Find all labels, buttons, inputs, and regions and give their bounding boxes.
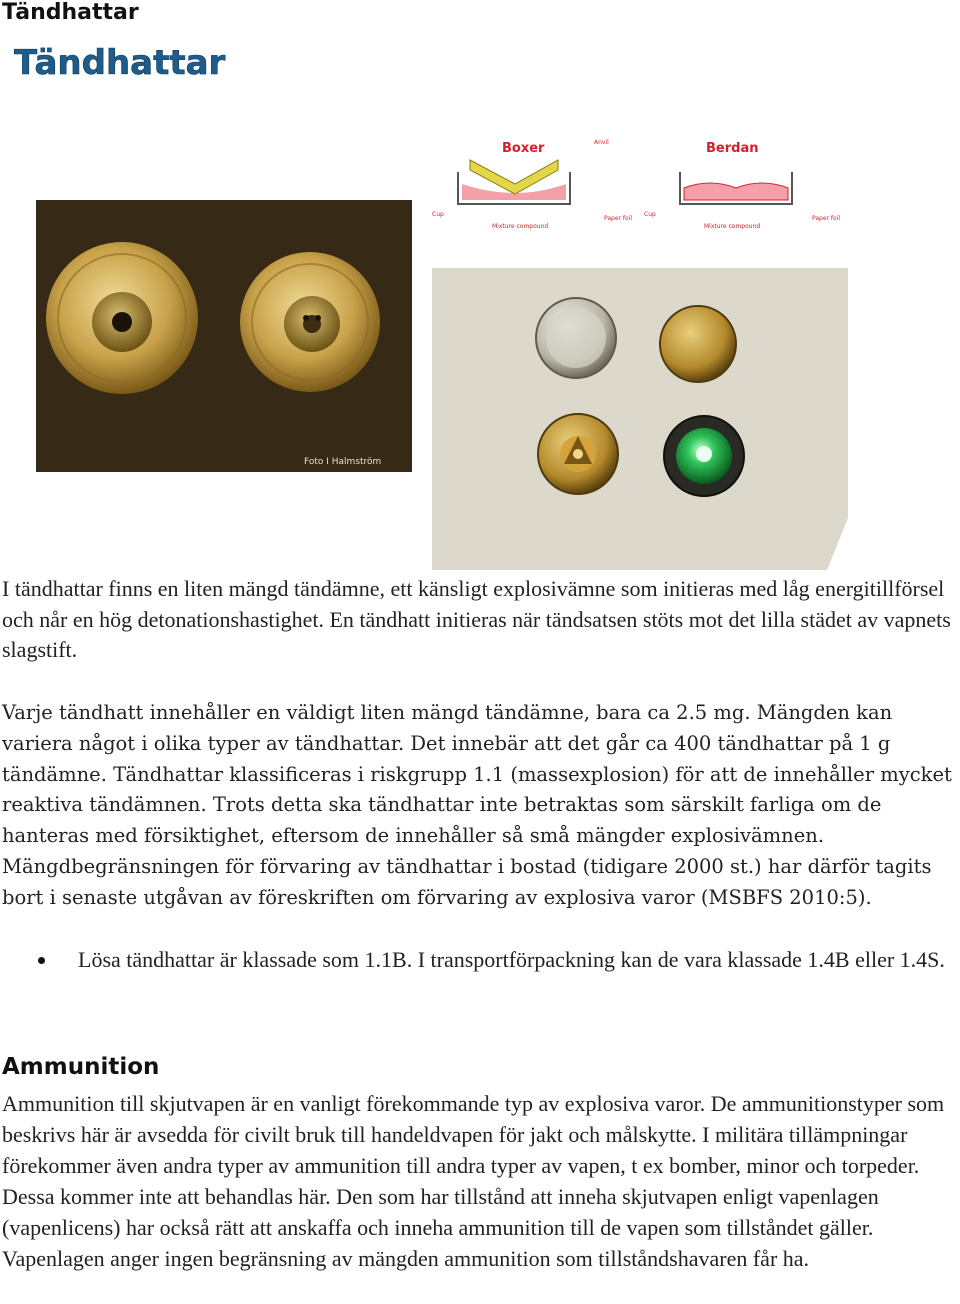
- boxer-cup-label: Cup: [432, 211, 444, 218]
- bullet-text: Lösa tändhattar är klassade som 1.1B. I transportförpackning kan de vara klassade 1.4B eller 1.4S.: [78, 947, 945, 972]
- cartridge-cases-photo: [36, 200, 412, 472]
- boxer-anvil-label: Anvil: [594, 139, 609, 146]
- page-title: Tändhattar: [2, 0, 139, 25]
- berdan-cup-label: Cup: [644, 211, 656, 218]
- primer-diagram-image: [430, 132, 840, 244]
- boxer-label: Boxer: [502, 141, 545, 156]
- paragraph-intro: I tändhattar finns en liten mängd tändämne, ett känsligt explosivämne som initieras med låg energitillförsel och når en hög detonationshastighet. En tändhatt initieras när tändsatsen stöts mot det lilla städet av vapnets slagstift.: [2, 576, 951, 663]
- paragraph-details: Varje tändhatt innehåller en väldigt liten mängd tändämne, bara ca 2.5 mg. Mängden kan variera något i olika typer av tändhattar. Det innebär att det går ca 400 tändhattar på 1 g tändämne. Tändhattar klassificeras i riskgrupp 1.1 (massexplosion) för att de innehåller mycket reaktiva tändämnen. Trots detta ska tändhattar inte betraktas som särskilt farliga om de hanteras med försiktighet, eftersom de innehåller så små mängder explosivämnen. Mängdbegränsningen för förvaring av tändhattar i bostad (tidigare 2000 st.) har därför tagits bort i senaste utgåvan av föreskriften om förvaring av explosiva varor (MSBFS 2010:5).: [2, 701, 952, 909]
- primer-brass: [660, 306, 736, 382]
- berdan-label: Berdan: [706, 141, 759, 156]
- section-heading-ammunition: Ammunition: [2, 1054, 160, 1080]
- berdan-paper-label: Paper foil: [812, 215, 840, 222]
- boxer-paper-label: Paper foil: [604, 215, 633, 222]
- bullet-dot: [38, 957, 45, 964]
- primers-photo: [432, 268, 848, 570]
- photo-caption: Foto I Halmström: [304, 457, 382, 467]
- banner-text: Tändhattar: [14, 43, 226, 83]
- title-banner-image: [12, 40, 262, 84]
- paragraph-ammunition: Ammunition till skjutvapen är en vanligt förekommande typ av explosiva varor. De ammunitionstyper som beskrivs här är avsedda för civilt bruk till handeldvapen för jakt och målskytte. I militära tillämpningar förekommer även andra typer av ammunition till andra typer av vapen, t ex bomber, minor och torpeder. Dessa kommer inte att behandlas här. Den som har tillstånd att inneha skjutvapen enligt vapenlagen (vapenlicens) har också rätt att anskaffa och inneha ammunition till de vapen som tillståndet gäller. Vapenlagen anger ingen begränsning av mängden ammunition som tillståndshavaren får ha.: [2, 1091, 945, 1271]
- boxer-mixture-label: Mixture compound: [492, 223, 549, 230]
- berdan-mixture-label: Mixture compound: [704, 223, 761, 230]
